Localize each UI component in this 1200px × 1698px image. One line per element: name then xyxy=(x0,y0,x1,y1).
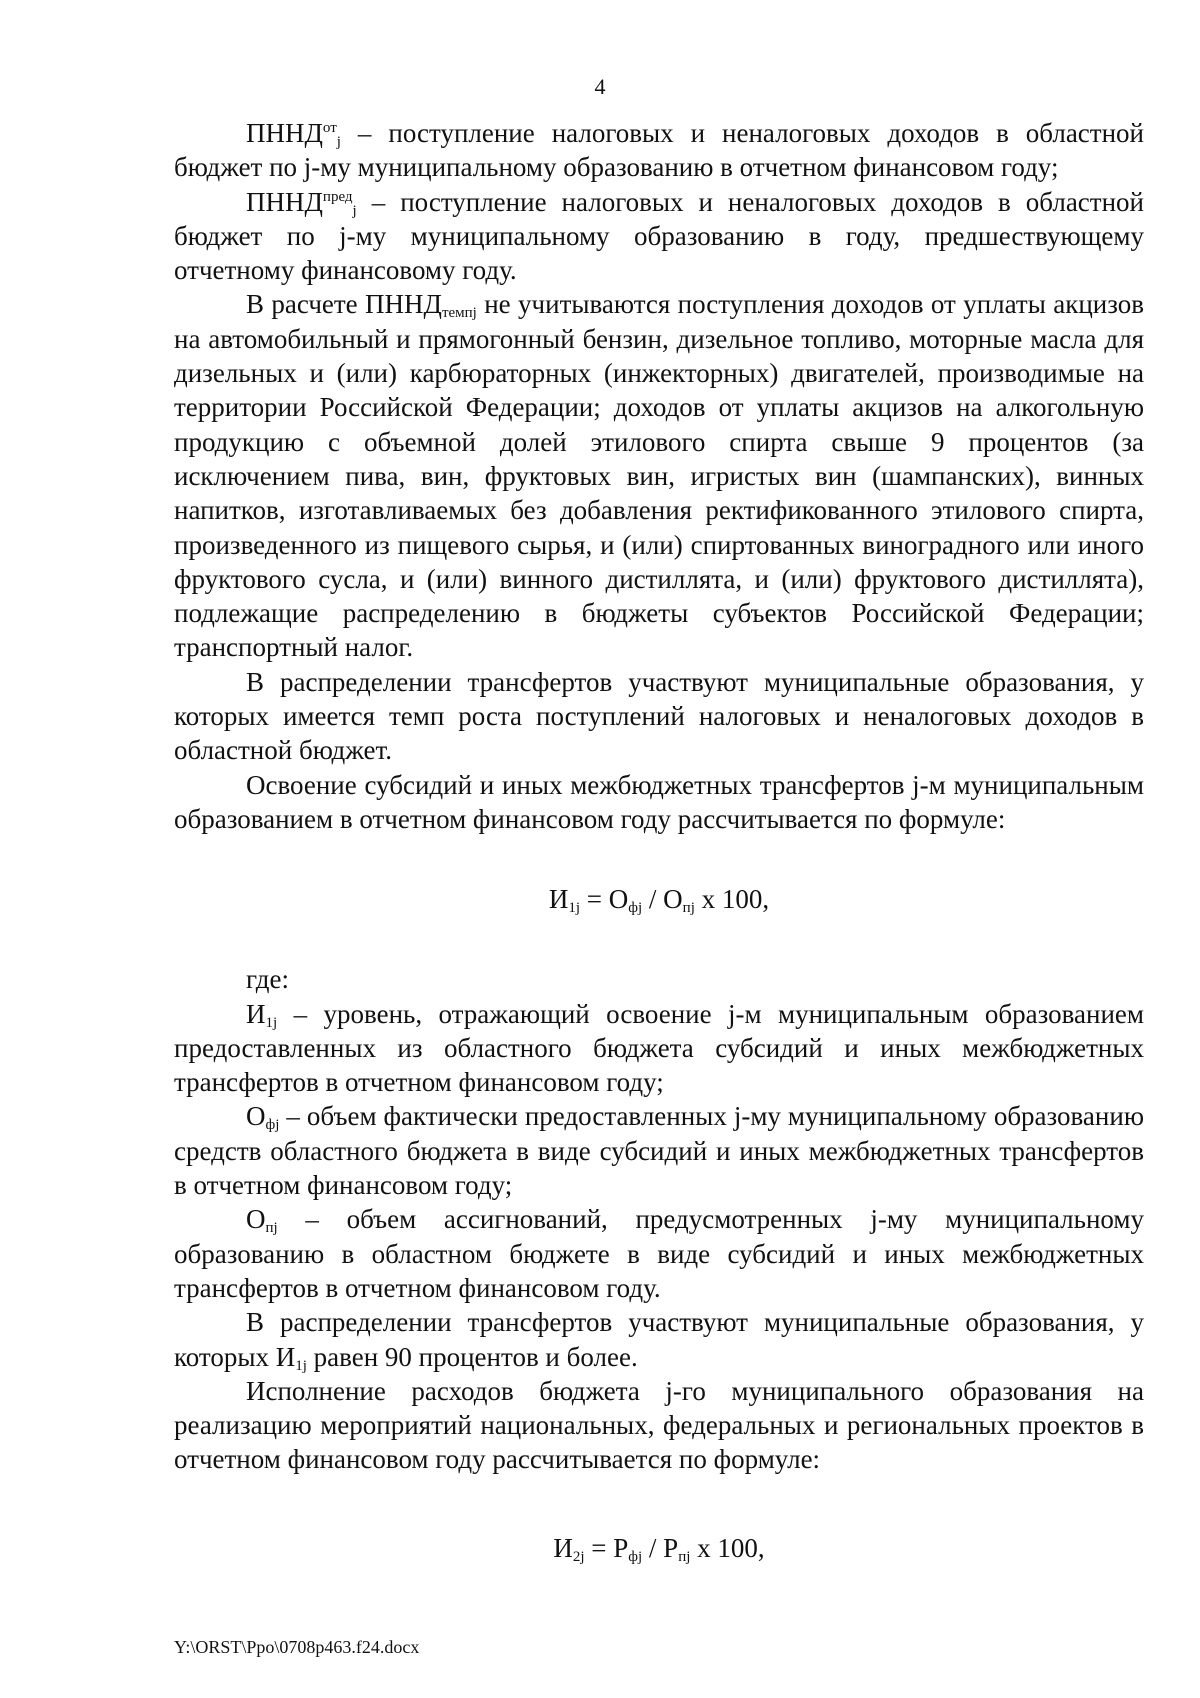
paragraph-pnnd-pred xyxy=(174,185,1144,288)
paragraph-text: В расчете ПННД xyxy=(246,289,442,320)
document-body xyxy=(174,116,1144,1565)
paragraph-def-i1j: $И_{1j}$ – уровень, отражающий освоение j-м муниципальным образованием предоставленных из областного бюджета субсидий и иных межбюджетных трансфертов в отчетном финансовом году; xyxy=(174,998,1144,1098)
paragraph-absorption-intro: Освоение субсидий и иных межбюджетных трансфертов j-м муниципальным образованием в отчетном финансовом году рассчитывается по формуле: xyxy=(174,769,1144,834)
paragraph-def-opj: $О_{пj}$ – объем ассигнований, предусмотренных j-му муниципальному образованию в областном бюджете в виде субсидий и иных межбюджетных трансфертов в отчетном финансовом году. xyxy=(174,1204,1144,1303)
subscript: темпj xyxy=(441,305,477,322)
paragraph-participation-growth: В распределении трансфертов участвуют муниципальные образования, у которых имеется темп роста поступлений налоговых и неналоговых доходов в областной бюджет. xyxy=(174,666,1144,766)
page-number: 4 xyxy=(594,74,606,99)
paragraph-execution-intro: Исполнение расходов бюджета j-го муниципального образования на реализацию мероприятий национальных, федеральных и региональных проектов в отчетном финансовом году рассчитывается по формуле: xyxy=(174,1375,1144,1475)
subscript: j xyxy=(352,202,357,219)
term-pnnd: ПННД xyxy=(246,118,323,148)
term-pnnd: ПННД xyxy=(246,186,323,217)
paragraph-text: – поступление налоговых и неналоговых доходов в областной бюджет по j-му муниципальному образованию в отчетном финансовом году; xyxy=(174,118,1144,183)
paragraph-participation-90: В распределении трансфертов участвуют муниципальные образования, у которых $И_{1j}$ равен 90 процентов и более. xyxy=(174,1307,1144,1374)
file-path-footer: Y:\ORST\Ppo\0708p463.f24.docx xyxy=(174,1637,420,1657)
superscript: пред xyxy=(322,188,353,205)
formula-i1j: $И_{1j} = О_{фj} / О_{пj}$ х 100, xyxy=(548,884,770,917)
formula-i2j: $И_{2j} = Р_{фj} / Р_{пj}$ х 100, xyxy=(553,1532,765,1565)
paragraph-pnnd-ot xyxy=(174,116,1144,185)
paragraph-text: не учитываются поступления доходов от уплаты акцизов на автомобильный и прямогонный бензин, дизельное топливо, моторные масла для дизельных и (или) карбюраторных (инжекторных) двигателей, производимые на территории Российской Федерации; доходов от уплаты акцизов на алкогольную продукцию с объемной долей этилового спирта свыше 9 процентов (за исключением пива, вин, фруктовых вин, игристых вин (шампанских), винных напитков, изготавливаемых без добавления ректификованного этилового спирта, произведенного из пищевого сырья, и (или) спиртованных виноградного или иного фруктового сусла, и (или) винного дистиллята, и (или) фруктового дистиллята), подлежащие распределению в бюджеты субъектов Российской Федерации; транспортный налог. xyxy=(174,289,1144,663)
paragraph-def-ofj: $О_{фj}$ – объем фактически предоставленных j-му муниципальному образованию средств областного бюджета в виде субсидий и иных межбюджетных трансфертов в отчетном финансовом году; xyxy=(174,1101,1144,1201)
subscript: j xyxy=(336,134,341,150)
paragraph-where: где: xyxy=(246,964,289,995)
paragraph-text: – поступление налоговых и неналоговых доходов в областной бюджет по j-му муниципальному образованию в году, предшествующему отчетному финансовому году. xyxy=(174,186,1144,286)
superscript: от xyxy=(322,120,337,136)
paragraph-exclusions xyxy=(174,287,1144,664)
